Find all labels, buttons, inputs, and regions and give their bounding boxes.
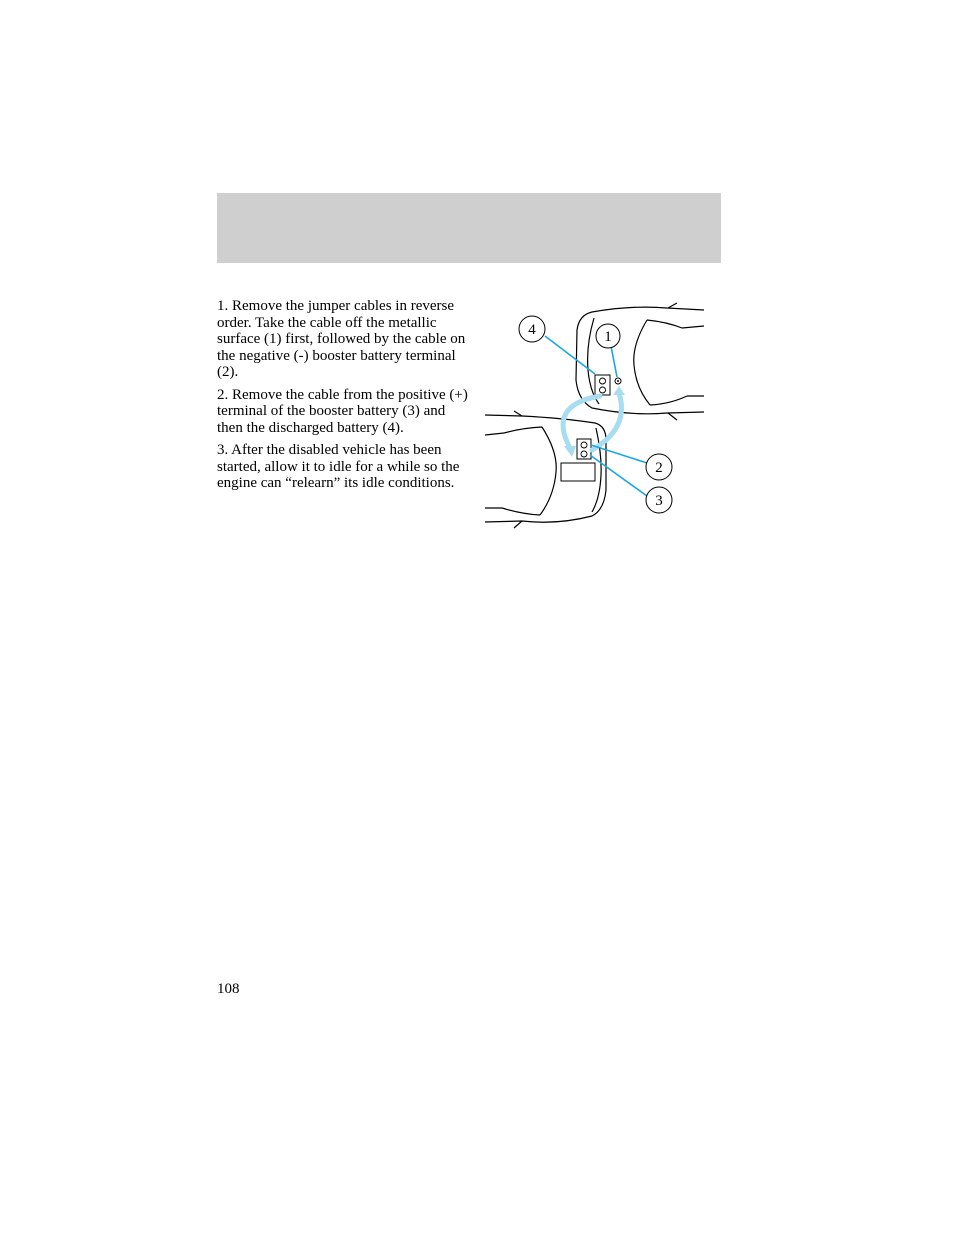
instruction-text [217, 298, 472, 498]
step-3: 3. After the disabled vehicle has been started, allow it to idle for a while so the engine can “relearn” its idle conditions. [217, 442, 460, 491]
section-header-bar [217, 193, 721, 263]
step-2: 2. Remove the cable from the positive (+) terminal of the booster battery (3) and then the discharged battery (4). [217, 386, 468, 436]
callout-1: 1 [604, 329, 612, 345]
callout-4: 4 [528, 322, 536, 338]
callout-3: 3 [655, 493, 663, 509]
callout-2: 2 [655, 460, 663, 476]
page-number: 108 [217, 981, 240, 997]
jump-start-diagram [482, 300, 707, 535]
step-1: 1. Remove the jumper cables in reverse order. Take the cable off the metallic surface (1) first, followed by the cable on the negative (-) booster battery terminal (2). [217, 298, 466, 380]
cable-arrow [563, 393, 621, 450]
disabled-vehicle [576, 303, 704, 420]
